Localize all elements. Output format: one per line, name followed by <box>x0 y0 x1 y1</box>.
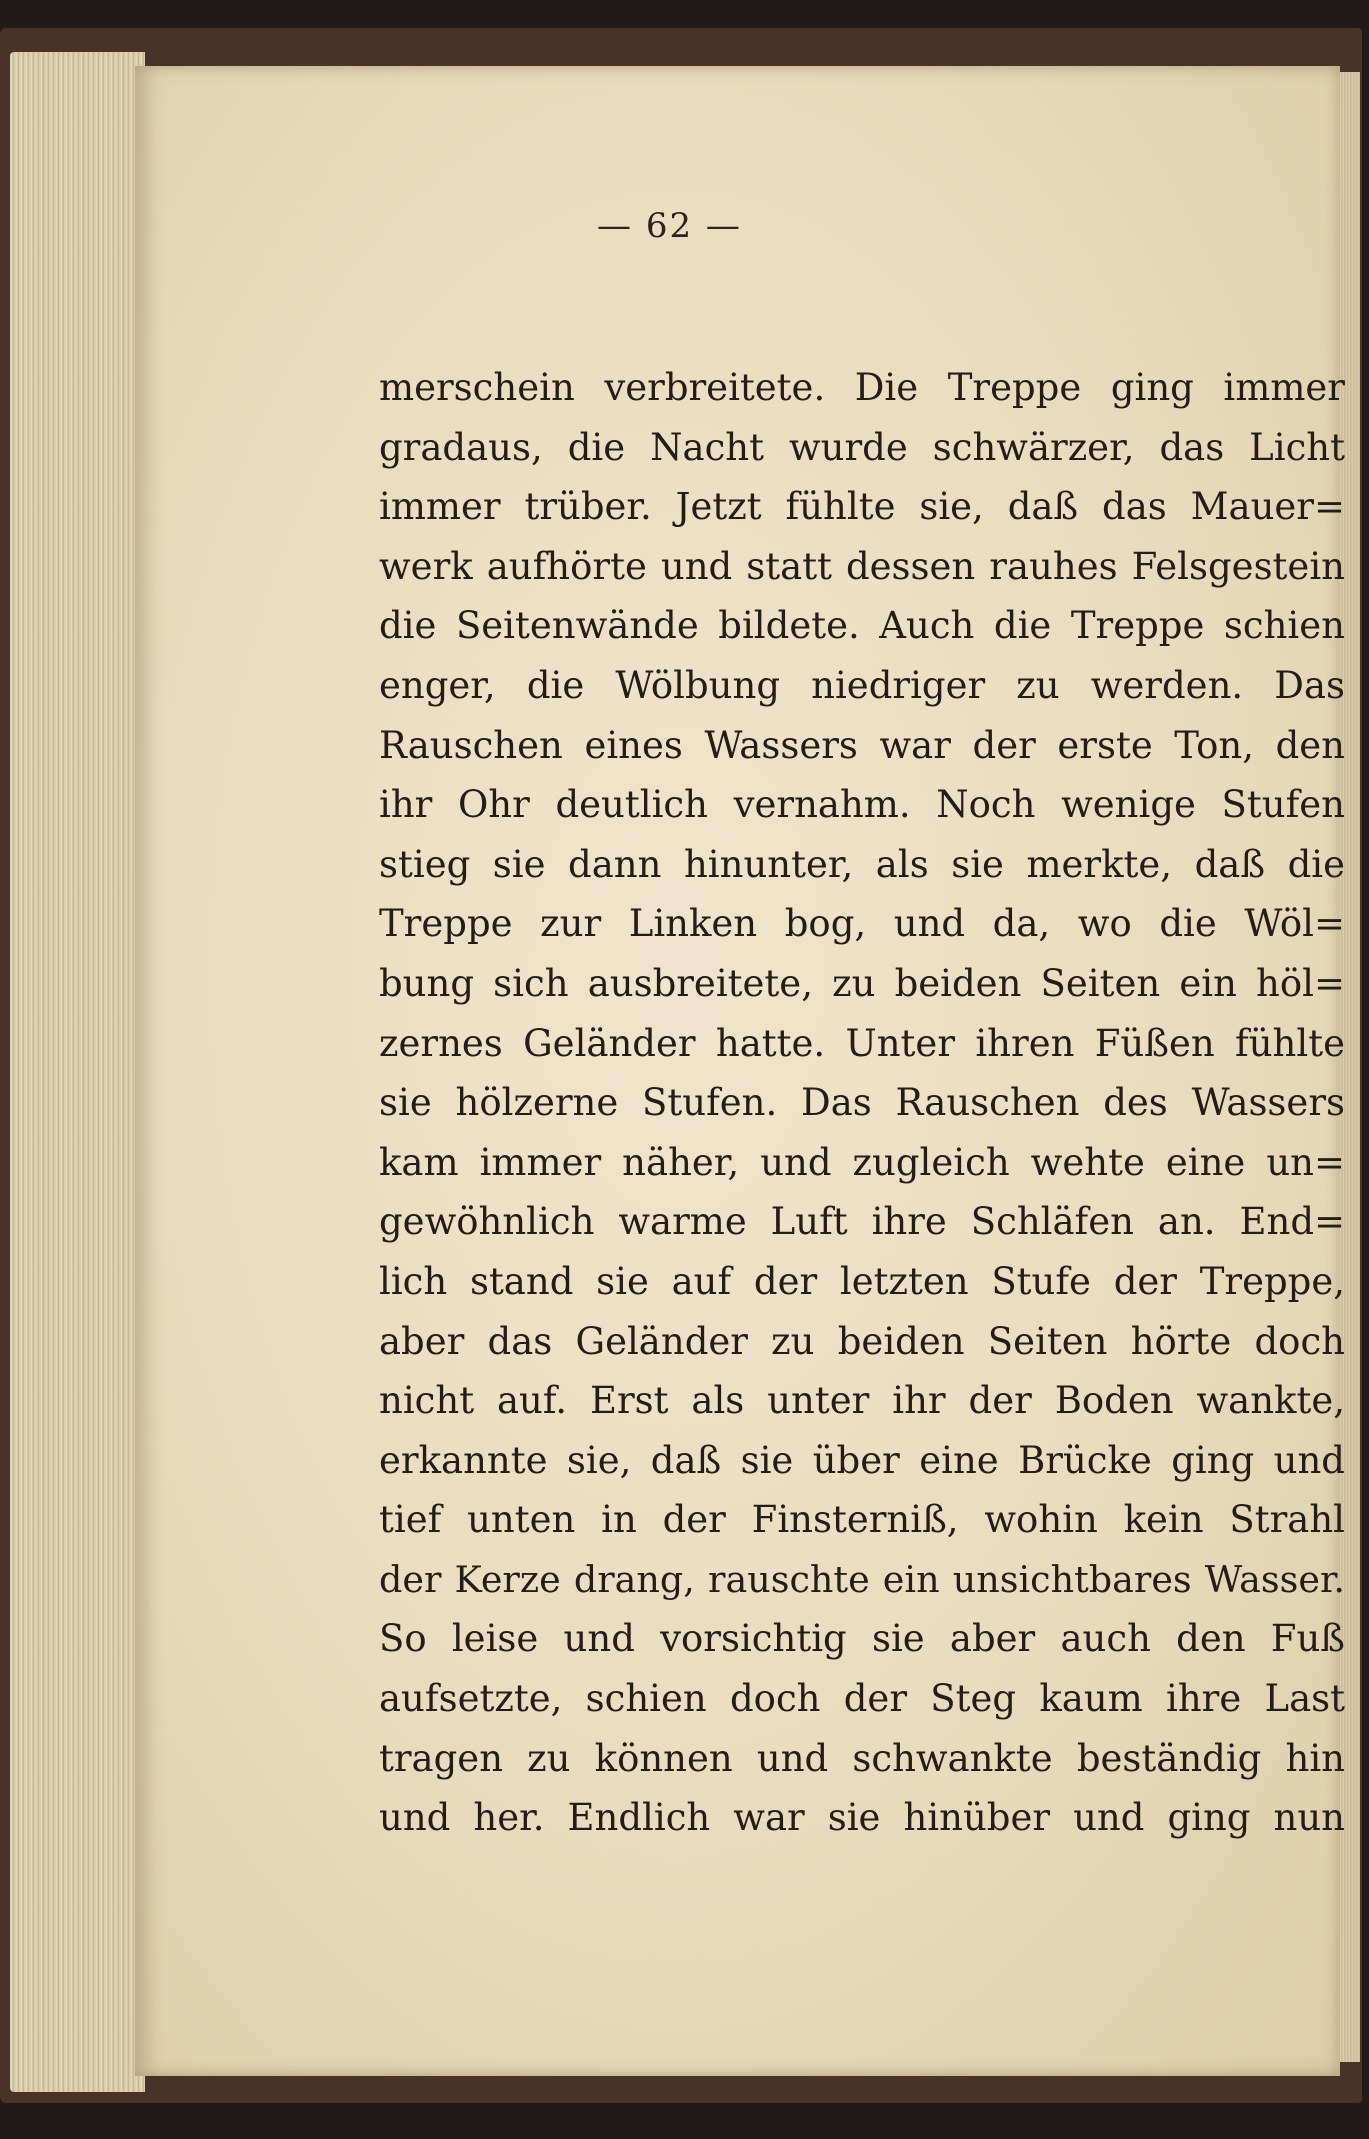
text-line: aber das Geländer zu beiden Seiten hörte doch <box>379 1319 1345 1363</box>
text-line: merschein verbreitete. Die Treppe ging immer <box>379 366 1345 409</box>
text-line: lich stand sie auf der letzten Stufe der Treppe, <box>379 1259 1345 1303</box>
text-line: erkannte sie, daß sie über eine Brücke ging und <box>379 1438 1345 1482</box>
text-line: enger, die Wölbung niedriger zu werden. Das <box>379 663 1345 707</box>
text-line: nicht auf. Erst als unter ihr der Boden wankte, <box>379 1379 1345 1423</box>
text-line: Treppe zur Linken bog, und da, wo die Wöl= <box>379 902 1345 946</box>
text-line: und her. Endlich war sie hinüber und ging nun <box>379 1796 1345 1840</box>
text-line: kam immer näher, und zugleich wehte eine un= <box>379 1140 1345 1184</box>
text-line: die Seitenwände bildete. Auch die Treppe schien <box>379 604 1345 648</box>
left-page-edges <box>10 52 145 2092</box>
text-line: der Kerze drang, rauschte ein unsichtbares Wasser. <box>379 1557 1345 1601</box>
text-line: gradaus, die Nacht wurde schwärzer, das Licht <box>379 425 1345 469</box>
text-line: zernes Geländer hatte. Unter ihren Füßen fühlte <box>379 1021 1345 1065</box>
text-line: bung sich ausbreitete, zu beiden Seiten ein höl= <box>379 961 1345 1005</box>
text-line: tragen zu können und schwankte beständig hin <box>379 1736 1345 1780</box>
body-text <box>379 358 1345 1848</box>
page-number: — 62 — <box>597 206 742 246</box>
text-line: werk aufhörte und statt dessen rauhes Felsgestein <box>379 544 1345 588</box>
book-page <box>135 66 1345 2076</box>
text-line: sie hölzerne Stufen. Das Rauschen des Wassers <box>379 1081 1345 1125</box>
text-line: ihr Ohr deutlich vernahm. Noch wenige Stufen <box>379 783 1345 827</box>
text-line: immer trüber. Jetzt fühlte sie, daß das Mauer= <box>379 485 1345 529</box>
text-line: Rauschen eines Wassers war der erste Ton, den <box>379 723 1345 767</box>
text-line: gewöhnlich warme Luft ihre Schläfen an. End= <box>379 1200 1345 1244</box>
text-line: aufsetzte, schien doch der Steg kaum ihre Last <box>379 1677 1345 1721</box>
text-line: So leise und vorsichtig sie aber auch den Fuß <box>379 1617 1345 1661</box>
text-line: stieg sie dann hinunter, als sie merkte, daß die <box>379 842 1345 886</box>
text-line: tief unten in der Finsterniß, wohin kein Strahl <box>379 1498 1345 1542</box>
